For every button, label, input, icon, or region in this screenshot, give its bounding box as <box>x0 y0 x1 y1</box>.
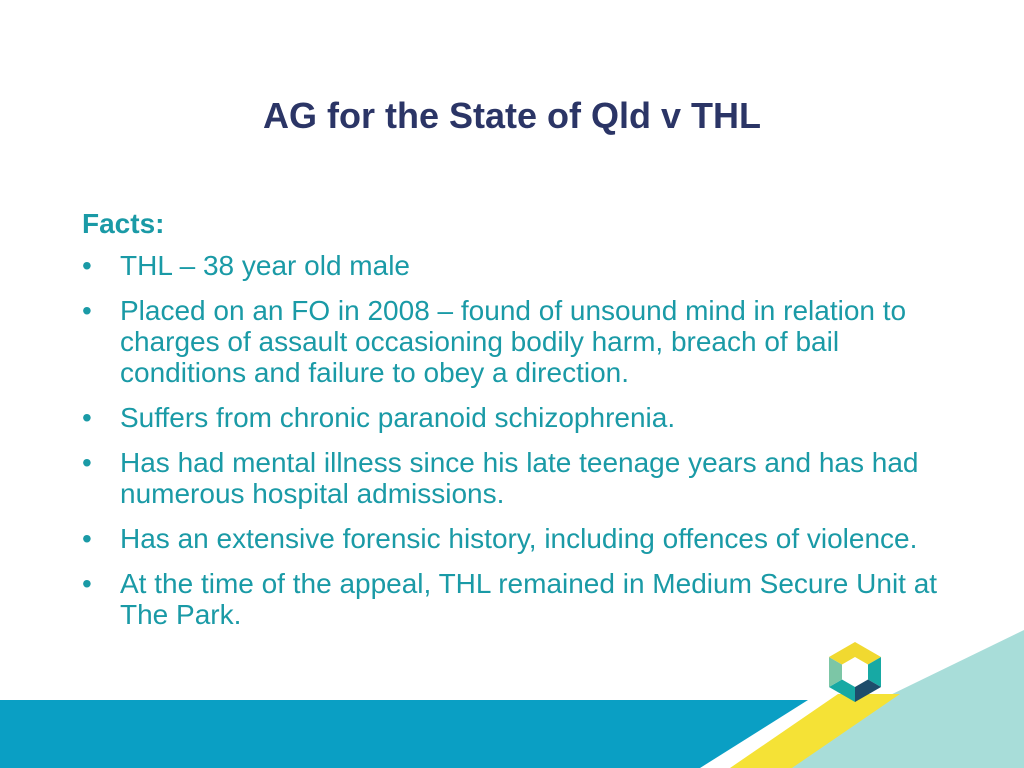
bullet-marker: • <box>82 523 92 554</box>
bullet-marker: • <box>82 447 92 478</box>
slide-title: AG for the State of Qld v THL <box>262 95 761 136</box>
bullet-item <box>82 402 952 433</box>
facts-heading: Facts: <box>82 208 165 239</box>
footer-blue-band <box>0 700 808 768</box>
bullet-item <box>82 295 952 388</box>
slide-content <box>82 204 952 644</box>
bullet-text: At the time of the appeal, THL remained in Medium Secure Unit at The Park. <box>120 568 938 630</box>
bullet-text: THL – 38 year old male <box>120 250 410 281</box>
bullet-item <box>82 523 952 554</box>
bullet-marker: • <box>82 402 92 433</box>
hexagon-logo-icon <box>829 642 881 702</box>
bullet-text: Has an extensive forensic history, including offences of violence. <box>120 523 918 554</box>
bullet-text: Suffers from chronic paranoid schizophrenia. <box>120 402 676 433</box>
bullet-item <box>82 568 952 630</box>
bullet-item <box>82 447 952 509</box>
bullet-text: Placed on an FO in 2008 – found of unsound mind in relation to charges of assault occasioning bodily harm, breach of bail conditions and failure to obey a direction. <box>120 295 907 388</box>
facts-bullet-list <box>82 250 952 630</box>
bullet-item <box>82 250 952 281</box>
bullet-text: Has had mental illness since his late teenage years and has had numerous hospital admissions. <box>120 447 919 509</box>
bullet-marker: • <box>82 568 92 599</box>
bullet-marker: • <box>82 295 92 326</box>
bullet-marker: • <box>82 250 92 281</box>
